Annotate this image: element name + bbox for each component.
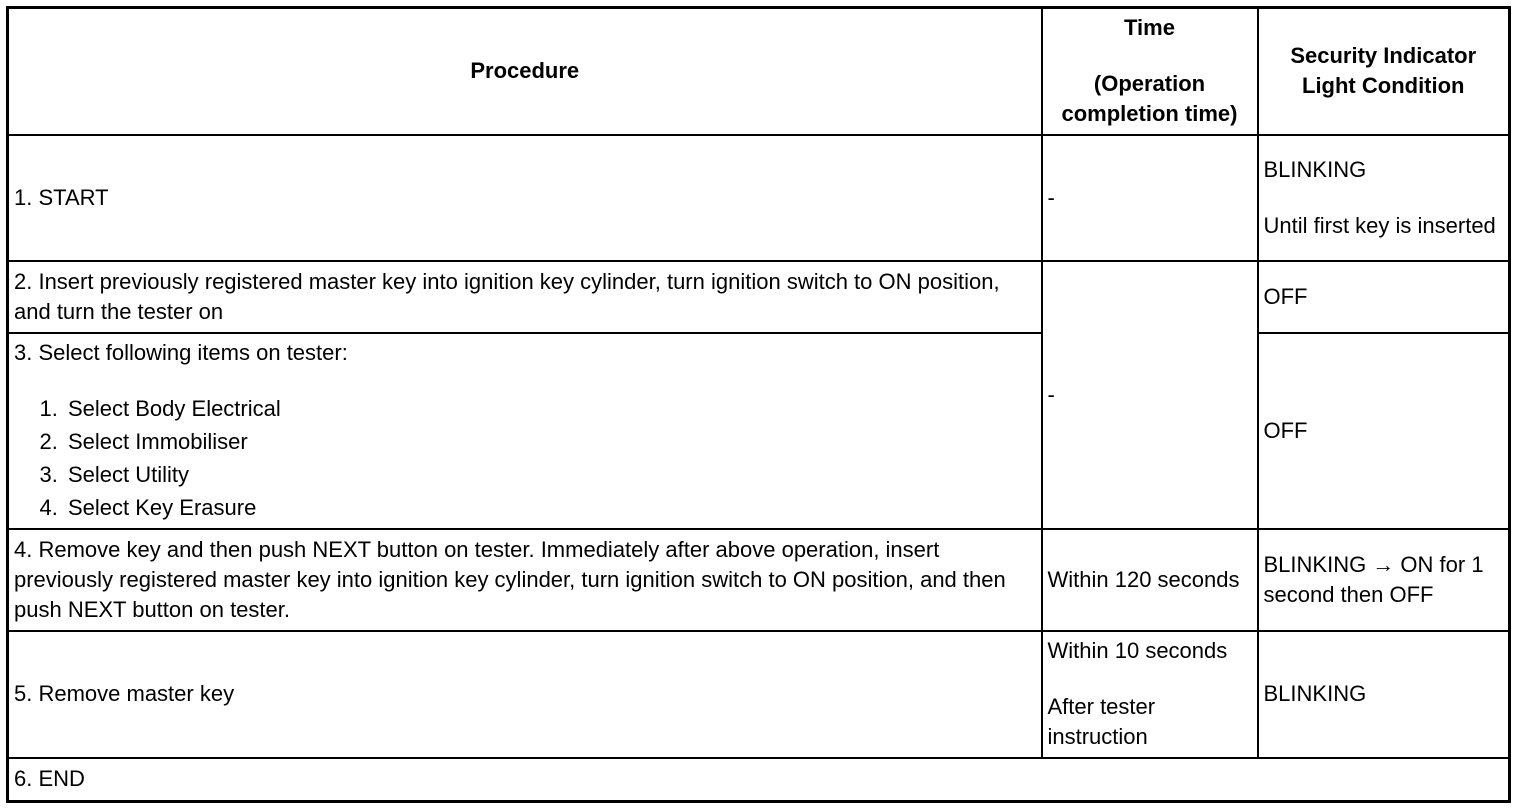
table-row	[8, 758, 1510, 802]
step-3-procedure	[8, 333, 1042, 529]
header-time-subtitle: (Operation completion time)	[1061, 71, 1238, 127]
table-row	[8, 135, 1510, 261]
table-row	[8, 631, 1510, 758]
step-1-light-state: BLINKING	[1263, 156, 1367, 182]
step-3-substep-list	[14, 392, 1036, 524]
step-2-procedure: 2. Insert previously registered master key into ignition key cylinder, turn ignition switch to ON position, and turn the tester on	[8, 261, 1042, 333]
header-time	[1042, 8, 1258, 135]
step-5-procedure: 5. Remove master key	[8, 631, 1042, 758]
step-3-intro: 3. Select following items on tester:	[14, 339, 348, 365]
substep-item: 4. Select Key Erasure	[64, 491, 1036, 524]
step-4-time: Within 120 seconds	[1042, 529, 1258, 631]
step-3-light: OFF	[1258, 333, 1510, 529]
step-5-light: BLINKING	[1258, 631, 1510, 758]
step-4-procedure: 4. Remove key and then push NEXT button on tester. Immediately after above operation, insert previously registered master key into ignition key cylinder, turn ignition switch to ON position, and then push NEXT button on tester.	[8, 529, 1042, 631]
header-row	[8, 8, 1510, 135]
step-2-3-time: -	[1042, 261, 1258, 529]
step-1-procedure: 1. START	[8, 135, 1042, 261]
table-row	[8, 529, 1510, 631]
substep-item: 1. Select Body Electrical	[64, 392, 1036, 425]
substep-item: 2. Select Immobiliser	[64, 425, 1036, 458]
table-row	[8, 333, 1510, 529]
step-1-light	[1258, 135, 1510, 261]
header-light-condition: Security Indicator Light Condition	[1258, 8, 1510, 135]
step-4-light: BLINKING → ON for 1 second then OFF	[1258, 529, 1510, 631]
table-row	[8, 261, 1510, 333]
step-1-time: -	[1042, 135, 1258, 261]
procedure-table	[6, 6, 1511, 803]
step-5-time-note: After tester instruction	[1047, 694, 1156, 749]
header-time-title: Time	[1124, 15, 1175, 41]
step-2-light: OFF	[1258, 261, 1510, 333]
step-5-time	[1042, 631, 1258, 758]
substep-item: 3. Select Utility	[64, 458, 1036, 491]
header-procedure: Procedure	[8, 8, 1042, 135]
step-5-time-limit: Within 10 seconds	[1047, 638, 1228, 663]
step-6-procedure: 6. END	[8, 758, 1510, 802]
step-1-light-note: Until first key is inserted	[1263, 212, 1496, 238]
